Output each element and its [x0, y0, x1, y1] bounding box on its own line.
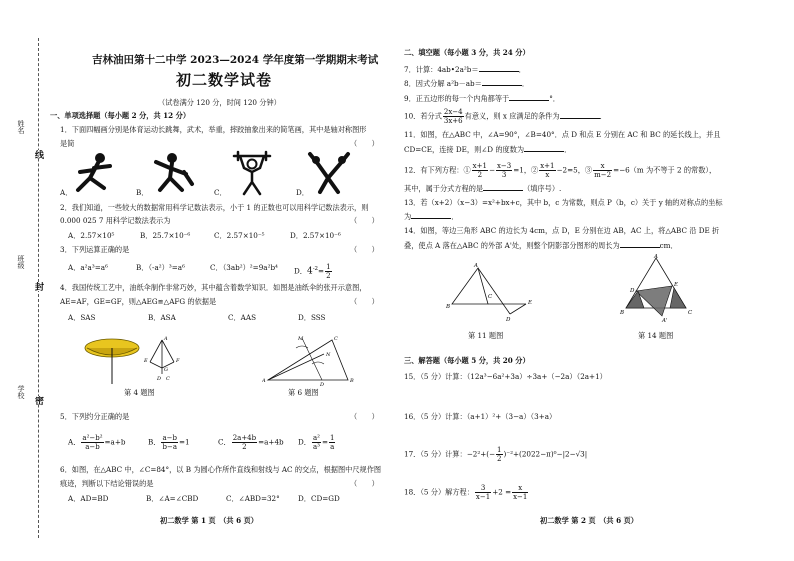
q1-option-d: D．	[296, 188, 309, 197]
q4-option-d: D．SSS	[298, 313, 326, 322]
fig6-label-m: M	[298, 336, 304, 342]
q2-text: 2．我们知道，一些较大的数据常用科学记数法表示，小于 1 的正数也可以用科学记数法表示，则	[60, 203, 369, 212]
q12-text-2: 其中，属于分式方程的是 （填序号）.	[404, 184, 562, 193]
fig6-label-a: A	[262, 378, 266, 384]
fig11-label-d: D	[506, 317, 511, 322]
q3-text: 3．下列运算正确的是	[60, 245, 130, 254]
q11-text: 11．如图，在△ABC 中，∠A=90°，∠B=40°．点 D 和点 E 分别在 AC 和 BC 的延长线上，并且	[404, 130, 721, 139]
q1-option-b: B．	[136, 188, 149, 197]
fig4-caption: 第 4 题图	[124, 388, 155, 397]
q4-option-c: C．AAS	[228, 313, 256, 322]
fig6-label-n: N	[326, 352, 331, 358]
fig11-label-a: A	[474, 263, 478, 269]
school-label: 学校	[17, 385, 25, 399]
name-label: 姓名	[17, 120, 25, 134]
q13-text: 13．若（x+2）（x−3）=x²+bx+c，其中 b，c 为常数，则点 P（b，c）关于 y 轴的对称点的坐标	[404, 198, 723, 207]
q2-option-b: B．25.7×10⁻⁶	[140, 231, 191, 240]
fig4-label-c: C	[166, 376, 170, 382]
fig6-label-b: B	[350, 378, 354, 384]
q1-figure-d	[304, 150, 354, 198]
fig4-label-g: G	[164, 367, 168, 373]
fig6-triangle	[262, 334, 357, 386]
fig11-label-e: E	[528, 300, 533, 306]
q6-option-b: B．∠A=∠CBD	[146, 494, 199, 503]
fig14-label-e: E	[674, 282, 679, 288]
seal-secret-char: 密	[33, 396, 43, 405]
fig11-caption: 第 11 题图	[468, 331, 504, 340]
fig6-caption: 第 6 题图	[288, 388, 319, 397]
q11-text-2: CD=CE，连接 DE，则∠D 的度数为 ．	[404, 145, 572, 154]
q5-option-b: B． $\frac{a-b}{b-a}$ =1	[148, 434, 190, 451]
exam-info: （试卷满分 120 分，时间 120 分钟）	[158, 98, 281, 107]
fig14-label-c: C	[688, 310, 693, 316]
q17-text: 17．（5 分）计算：−2²+(− $\frac{1}{2}$ )⁻²+(2022−π)⁰−|2−√3|	[404, 446, 588, 463]
q1-option-a: A．	[60, 188, 73, 197]
q8-text: 8．因式分解 a²b－ab＝ ．	[404, 79, 530, 88]
q15-text: 15．（5 分）计算：（12a³−6a²+3a）÷3a+（−2a）（2a+1）	[404, 372, 607, 381]
q3-option-a: A．a²a³=a⁶	[68, 263, 108, 272]
fig14-label-d: D	[630, 288, 635, 294]
fig14-label-b: B	[620, 310, 625, 316]
q7-text: 7．计算：4ab•2a²b＝ ．	[404, 65, 526, 74]
page1-footer: 初二数学 第 1 页 （共 6 页）	[160, 516, 258, 525]
q4-text: 4．我国传统工艺中，油纸伞制作非常巧妙，其中蕴含着数学知识．如图是油纸伞的张开示意图，	[60, 283, 367, 292]
q2-paren: （ ）	[350, 216, 379, 225]
fig14-diagram	[618, 254, 700, 322]
q6-paren: （ ）	[350, 479, 379, 488]
section3-heading: 三、解答题（每小题 5 分，共 20 分）	[404, 356, 530, 365]
q6-option-c: C．∠ABD=32°	[226, 494, 280, 503]
fig4-label-e: E	[144, 358, 148, 364]
q4-text-2: AE=AF，GE=GF，则△AEG≌△AFG 的依据是	[60, 297, 217, 306]
q5-text: 5．下列约分正确的是	[60, 412, 130, 421]
q6-option-a: A．AD=BD	[68, 494, 109, 503]
q5-option-c: C． $\frac{2a+4b}{2}$ =a+4b	[218, 434, 284, 451]
q1-option-c: C．	[214, 188, 227, 197]
fig14-label-a: A	[654, 254, 658, 260]
q14-text-2: 叠，使点 A 落在△ABC 的外部 A'处，则整个阴影部分图形的周长为 cm．	[404, 241, 678, 250]
fig4-label-a: A	[164, 336, 168, 342]
q16-text: 16．（5 分）计算：（a+1）²+（3−a）（3+a）	[404, 412, 557, 421]
q12-text: 12．有下列方程：① $\frac{x+1}{2}$ − $\frac{x-3}{3}$ =1，② $\frac{x+1}{x}$ −2=5，③ $\frac{x}{m-2}$ =−6（m 为不等于 2 的常数），	[404, 162, 717, 179]
q6-option-d: D．CD=GD	[298, 494, 340, 503]
section2-heading: 二、填空题（每小题 3 分，共 24 分）	[404, 48, 530, 57]
q1-text-2: 是简	[60, 139, 75, 148]
q13-text-2: 为 ．	[404, 212, 459, 221]
q10-text: 10．若分式 $\frac{2x-4}{3x+6}$ 有意义，则 x 应满足的条件为 ．	[404, 108, 607, 125]
seal-seal-char: 封	[33, 282, 43, 291]
q6-text: 6．如图，在△ABC 中，∠C=84°，以 B 为圆心作所作直线和射线与 AC 的交点，根据图中尺规作图	[60, 465, 382, 474]
q4-paren: （ ）	[350, 297, 379, 306]
q18-text: 18．（5 分）解方程： $\frac{3}{x-1}$ +2 = $\frac{x}{x-1}$	[404, 484, 528, 501]
q4-option-a: A．SAS	[68, 313, 96, 322]
q3-option-d: D．$4^{-2}=$ $\frac{1}{2}$	[294, 263, 331, 280]
q5-option-a: A． $\frac{\text{a²−b²}}{a-b}$ =a+b	[68, 434, 126, 451]
q6-text-2: 痕迹，判断以下结论错误的是	[60, 479, 154, 488]
q5-paren: （ ）	[350, 412, 379, 421]
q2-text-2: 0.000 025 7 用科学记数法表示为	[60, 216, 171, 225]
fig14-label-a-prime: A'	[662, 318, 668, 322]
fig4-label-f: F	[176, 358, 180, 364]
q2-option-d: D．2.57×10⁻⁶	[290, 231, 341, 240]
fig11-label-b: B	[446, 304, 451, 310]
fig4-umbrella	[82, 334, 212, 386]
q3-option-c: C．（3ab²）²=9a²b⁴	[210, 263, 278, 272]
class-label: 班级	[17, 255, 25, 269]
q9-text: 9．正五边形的每一个内角都等于 °．	[404, 94, 560, 103]
q1-figure-a	[70, 150, 118, 198]
fig6-label-c: C	[334, 336, 338, 342]
q1-figure-b	[148, 150, 196, 198]
q2-option-c: C．2.57×10⁻⁵	[214, 231, 265, 240]
seal-line-char: 线	[33, 150, 43, 159]
q4-option-b: B．ASA	[148, 313, 176, 322]
fig14-caption: 第 14 题图	[638, 331, 674, 340]
q1-figure-c	[228, 150, 276, 198]
fig11-diagram	[444, 262, 544, 322]
section1-heading: 一、单项选择题（每小题 2 分，共 12 分）	[50, 111, 191, 120]
page2-footer: 初二数学 第 2 页 （共 6 页）	[540, 516, 638, 525]
q3-option-b: B．（-a²）³=a⁶	[136, 263, 185, 272]
q14-text: 14．如图，等边三角形 ABC 的边长为 4cm，点 D，E 分别在边 AB，AC 上，将△ABC 沿 DE 折	[404, 226, 720, 235]
q1-text: 1．下面四幅画分别是体育运动长跳舞，武术，举重，摔跤抽象出来的简笔画，其中是轴对称图形	[60, 125, 367, 134]
fig11-label-c: C	[488, 294, 493, 300]
fig6-label-d: D	[320, 382, 325, 386]
fig4-label-d: D	[157, 376, 162, 382]
subject-title: 初二数学试卷	[176, 71, 273, 89]
q1-paren: （ ）	[350, 139, 379, 148]
q3-paren: （ ）	[350, 245, 379, 254]
q2-option-a: A．2.57×10⁵	[68, 231, 115, 240]
q5-option-d: D． $\frac{\text{a²}}{\text{a³}}$ = $\frac{1}{a}$	[298, 434, 335, 451]
exam-title: 吉林油田第十二中学 2023—2024 学年度第一学期期末考试	[92, 54, 379, 66]
